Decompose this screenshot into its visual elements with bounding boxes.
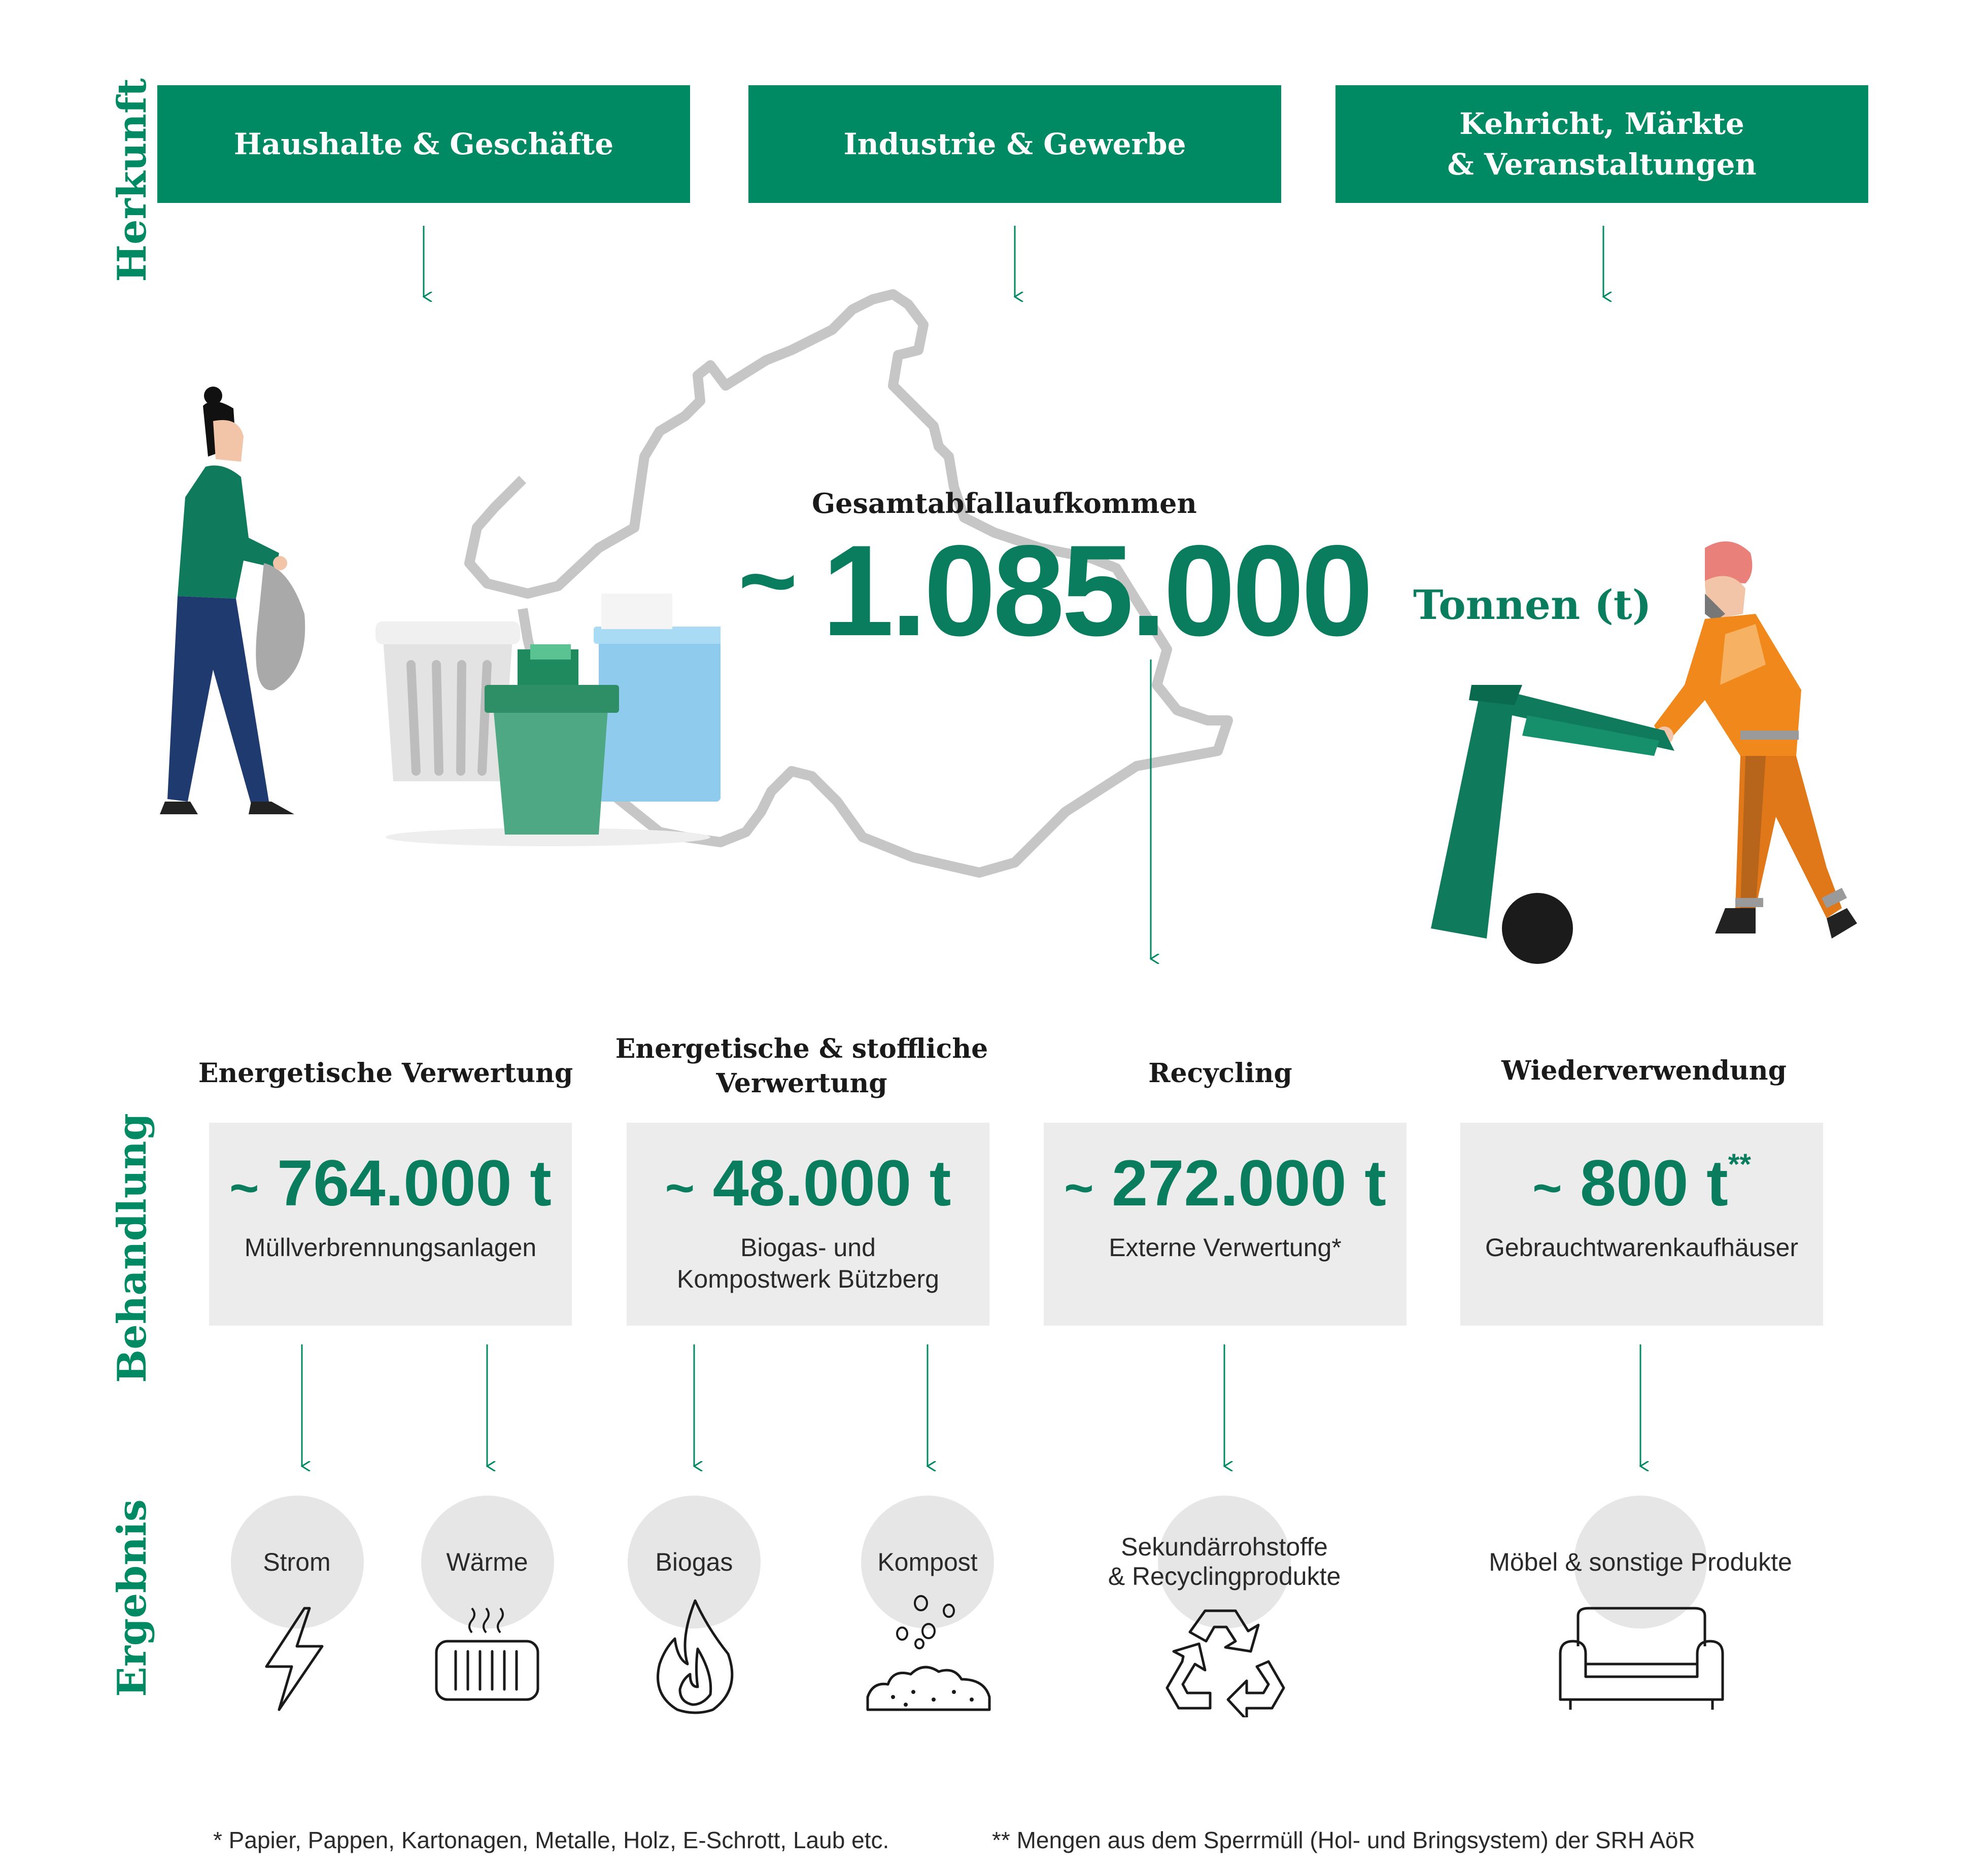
recycle-icon [1159, 1601, 1291, 1717]
woman-with-bag-illustration [147, 386, 350, 842]
treatment-amount: ~ 800 t** [1532, 1147, 1751, 1220]
treatment-amount: ~ 48.000 t [665, 1147, 951, 1220]
total-value: 1.085.000 [822, 518, 1370, 663]
compost-icon [863, 1593, 995, 1715]
result-label-moebel: Möbel & sonstige Produkte [1489, 1548, 1792, 1576]
treatment-heading-recycling: Recycling [1148, 1058, 1292, 1089]
total-unit: Tonnen (t) [1413, 581, 1652, 629]
treatment-amount: ~ 764.000 t [229, 1147, 552, 1220]
footnote-single: * Papier, Pappen, Kartonagen, Metalle, Holz, E-Schrott, Laub etc. [213, 1827, 889, 1853]
result-label-biogas: Biogas [655, 1548, 733, 1576]
treatment-card-recycling [1044, 1123, 1407, 1326]
source-haushalte: Haushalte & Geschäfte [157, 85, 690, 203]
herkunft-label: Herkunft [109, 78, 155, 282]
treatment-description: Gebrauchtwarenkaufhäuser [1485, 1233, 1799, 1262]
result-label-strom: Strom [263, 1548, 331, 1576]
trash-bins-illustration [375, 583, 721, 847]
treatment-card-energetisch-stofflich [627, 1123, 989, 1326]
flame-icon [652, 1598, 738, 1715]
behandlung-label: Behandlung [109, 1113, 155, 1383]
sofa-icon [1558, 1606, 1725, 1712]
treatment-heading-wiederverwendung: Wiederverwendung [1501, 1055, 1787, 1086]
result-label-kompost: Kompost [877, 1548, 978, 1576]
total-title: Gesamtabfallaufkommen [812, 487, 1197, 520]
treatment-card-wiederverwendung [1460, 1123, 1823, 1326]
footnote-double: ** Mengen aus dem Sperrmüll (Hol- und Bringsystem) der SRH AöR [992, 1827, 1695, 1853]
treatment-heading-energetisch: Energetische Verwertung [198, 1058, 573, 1089]
treatment-amount: ~ 272.000 t [1064, 1147, 1386, 1220]
source-kehricht: Kehricht, Märkte & Veranstaltungen [1335, 85, 1868, 203]
treatment-description: Biogas- und Kompostwerk Bützberg [677, 1233, 939, 1293]
lightning-icon [256, 1606, 332, 1712]
treatment-card-energetisch [209, 1123, 572, 1326]
result-label-waerme: Wärme [446, 1548, 528, 1576]
treatment-description: Müllverbrennungsanlagen [244, 1233, 537, 1262]
treatment-heading-energetisch-stofflich: Energetische & stoffliche Verwertung [615, 1033, 988, 1099]
ergebnis-label: Ergebnis [109, 1499, 155, 1697]
result-label-recycling: Sekundärrohstoffe & Recyclingprodukte [1108, 1533, 1341, 1590]
treatment-description: Externe Verwertung* [1109, 1233, 1342, 1262]
source-industrie: Industrie & Gewerbe [748, 85, 1281, 203]
radiator-icon [431, 1603, 543, 1705]
total-tilde: ~ [738, 524, 798, 637]
